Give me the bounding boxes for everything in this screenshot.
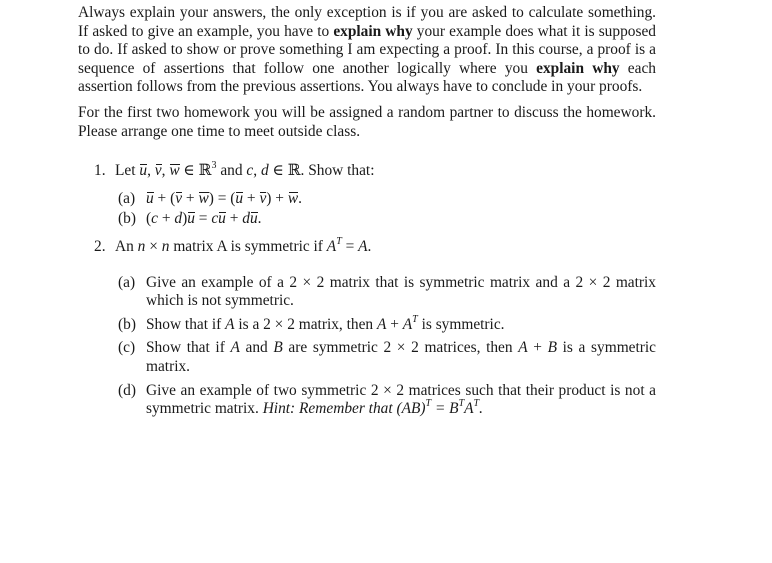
instructions-paragraph: [78, 4, 656, 97]
problem-1b: [115, 210, 656, 229]
emphasis-text: explain why: [536, 59, 620, 77]
problem-number: 1.: [94, 162, 106, 180]
problem-1-statement: Let u, v, w ∈ ℝ$^3$ and c, d ∈ ℝ. Show that:: [115, 160, 375, 180]
instructions-text: each assertion follows from the previous assertions. You always have to conclude in your proofs.: [78, 59, 656, 96]
equation: u + (v + w) = (u + v) + w.: [146, 189, 302, 207]
equation: (c + d)u = cu + du.: [146, 210, 262, 228]
homework-page: [78, 4, 656, 419]
problem-1a: [115, 190, 656, 209]
part-label: (d): [118, 381, 136, 399]
problem-2-statement: An n × n matrix A is symmetric if $A^T = A$.: [115, 235, 372, 255]
hint-text: Hint: Remember that $(AB)^T = B^TA^T$.: [262, 397, 483, 418]
problem-2a: [115, 274, 656, 311]
problem-2d: [115, 382, 656, 419]
problem-1: [78, 162, 656, 229]
problem-list: [78, 162, 656, 419]
partner-paragraph: [78, 104, 656, 141]
problem-2-parts: [115, 274, 656, 419]
part-text: Show that if A and B are symmetric 2 × 2 matrices, then A + B is a symmetric matrix.: [146, 339, 656, 375]
part-label: (a): [118, 189, 136, 207]
instructions-text: Always explain your answers, the only exception is if you are asked to calculate something.: [78, 4, 656, 21]
instructions-text: If asked to give an example, you have to: [78, 22, 334, 40]
problem-number: 2.: [94, 237, 106, 255]
problem-1-parts: [115, 190, 656, 229]
partner-text: For the first two homework you will be assigned a random partner to discuss the homework. Please arrange one time to meet outside class.: [78, 103, 656, 140]
emphasis-text: explain why: [333, 22, 413, 40]
problem-2b: [115, 313, 656, 335]
part-label: (b): [118, 210, 136, 228]
problem-2: [78, 235, 656, 419]
part-text: Give an example of a 2 × 2 matrix that is symmetric matrix and a 2 × 2 matrix which is not symmetric.: [146, 273, 656, 310]
problem-2c: [115, 339, 656, 376]
part-label: (b): [118, 315, 136, 333]
part-text: Show that if A is a 2 × 2 matrix, then $A + A^T$ is symmetric.: [146, 313, 505, 333]
part-label: (a): [118, 273, 136, 291]
part-text: Give an example of two symmetric 2 × 2 matrices such that their product is not a symmetric matrix. Hint: Remember that $(AB)^T = B^TA^T$.: [146, 381, 656, 418]
instructions-text: your example does what it is supposed to do. If asked to show or prove something I am expecting a proof. In this course, a proof is a sequence of assertions that follow one another logically where you: [78, 22, 656, 77]
part-label: (c): [118, 339, 136, 357]
